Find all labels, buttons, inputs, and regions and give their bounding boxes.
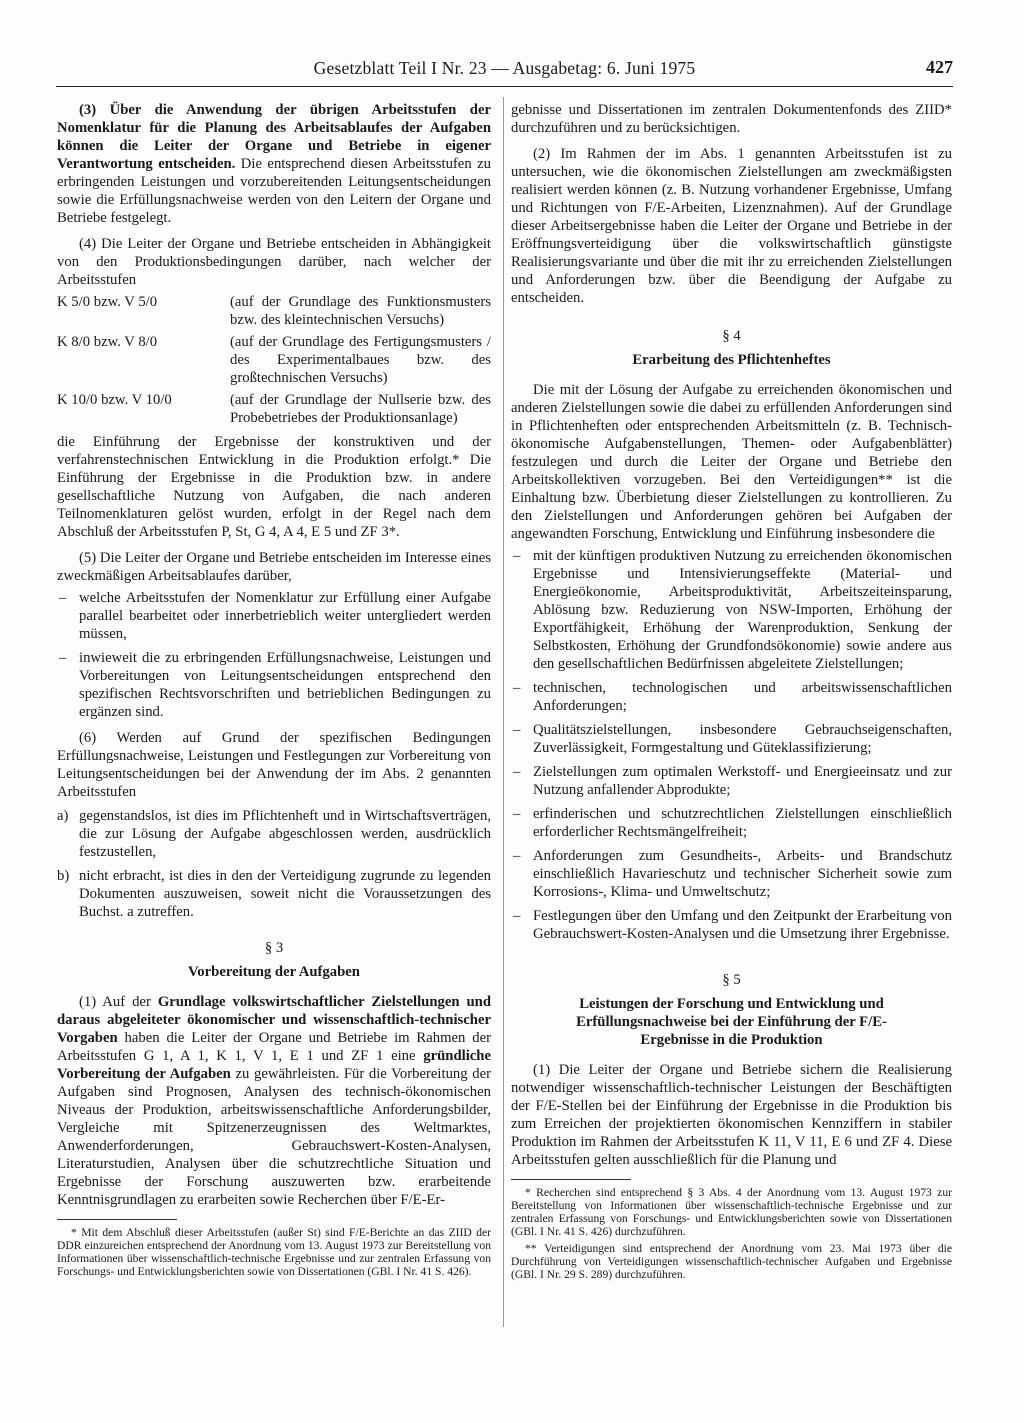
paragraph-3	[57, 101, 491, 227]
list-item: – inwieweit die zu erbringenden Erfüllungsnachweise, Leistungen und Vorbereitungen von Leitungsentscheidungen entsprechend den spezifischen Rechtsvorschriften und betrieblichen Bedingungen zu ergänzen sind.	[59, 650, 491, 720]
list-item: – erfinderischen und schutzrechtlichen Zielstellungen einschließlich erforderlicher Rechtsmängelfreiheit;	[513, 806, 952, 840]
page-number: 427	[926, 57, 953, 77]
paragraph-5-list	[57, 589, 491, 721]
section-4-list	[511, 547, 952, 943]
section-3-paragraph-1: (1) Auf der Grundlage volkswirtschaftlicher Zielstellungen und daraus abgeleiteter ökonomischer und wissenschaftlich-technischer Vorgaben haben die Leiter der Organe und Betriebe im Rahmen der Arbeitsstufen G 1, A 1, K 1, V 1, E 1 und ZF 1 eine gründliche Vorbereitung der Aufgaben zu gewährleisten. Für die Vorbereitung der Aufgaben sind Prognosen, Analysen des technisch-ökonomischen Niveaus der Produktion, arbeitswissenschaftliche Anforderungsbilder, Vergleiche mit Spitzenerzeugnissen des Weltmarktes, Anwenderforderungen, Gebrauchswert-Kosten-Analysen, Literaturstudien, Analysen über die schutzrechtliche Situation und Ergebnisse der Forschung auszuwerten bzw. erarbeitende Kenntnisgrundlagen zu erarbeiten sowie Recherchen über F/E-Er-	[57, 994, 491, 1208]
paragraph-3-rest: Die entsprechend diesen Arbeitsstufen zu erbringenden Leistungen und vorzubereitenden Leitungsentscheidungen sowie die Erfüllungsnachweise werden von den Leitern der Organe und Betriebe festgelegt.	[57, 156, 491, 226]
footnote: ** Verteidigungen sind entsprechend der Anordnung vom 23. Mai 1973 über die Durchführung von Verteidigungen wissenschaftlich-technischer Aufgaben und Ergebnisse (GBl. I Nr. 29 S. 289) durchzuführen.	[511, 1242, 952, 1281]
list-item: – Anforderungen zum Gesundheits-, Arbeits- und Brandschutz einschließlich Havarieschutz und technischer Sicherheit sowie zum Korrosions-, Klima- und Umweltschutz;	[513, 848, 952, 900]
stage-code: K 5/0 bzw. V 5/0	[57, 294, 158, 310]
footnote-rule	[57, 1219, 177, 1220]
stage-code: K 8/0 bzw. V 8/0	[57, 334, 158, 350]
list-item: – Zielstellungen zum optimalen Werkstoff- und Energieeinsatz und zur Nutzung anfallender Abprodukte;	[513, 764, 952, 798]
section-5-title: Leistungen der Forschung und Entwicklung und Erfüllungsnachweise bei der Einführung der F/E-Ergebnisse in die Produktion	[576, 996, 887, 1048]
list-item: – welche Arbeitsstufen der Nomenklatur zur Erfüllung einer Aufgabe parallel bearbeitet oder innerbetrieblich weiter untergliedert werden müssen,	[59, 590, 491, 642]
list-item: – Festlegungen über den Umfang und den Zeitpunkt der Erarbeitung von Gebrauchswert-Kosten-Analysen und die Umsetzung ihrer Ergebnisse.	[513, 908, 952, 942]
paragraph-6-list	[57, 807, 491, 921]
list-item: – Qualitätszielstellungen, insbesondere Gebrauchseigenschaften, Zuverlässigkeit, Formgestaltung und Güteklassifizierung;	[513, 722, 952, 756]
continuation-paragraph: gebnisse und Dissertationen im zentralen Dokumentenfonds des ZIID* durchzuführen und zu berücksichtigen.	[511, 102, 952, 136]
list-item: b) nicht erbracht, ist dies in den der Verteidigung zugrunde zu legenden Dokumenten auszuweisen, soweit nicht die Voraussetzungen des Buchst. a zutreffen.	[57, 868, 491, 920]
paragraph-2: (2) Im Rahmen der im Abs. 1 genannten Arbeitsstufen ist zu untersuchen, wie die ökonomischen Zielstellungen am zweckmäßigsten realisiert werden können (z. B. Nutzung vorhandener Ergebnisse, Umfang und Richtungen von F/E-Arbeiten, Lizenznahmen). Auf der Grundlage dieser Arbeitsergebnisse haben die Leiter der Organe und Betriebe in der Eröffnungsverteidigung über die volkswirtschaftlich günstigste Realisierungsvariante und über die mit ihr zu erreichenden Zielstellungen und Anforderungen bzw. über die Beendigung der Aufgabe zu entscheiden.	[511, 146, 952, 306]
footnote: * Mit dem Abschluß dieser Arbeitsstufen (außer St) sind F/E-Berichte an das ZIID der DDR einzureichen entsprechend der Anordnung vom 13. August 1973 zur Bereitstellung von Informationen über wissenschaftlich-technische Ergebnisse und zur zentralen Erfassung von Forschungs- und Entwicklungsberichten sowie von Dissertationen (GBl. I Nr. 41 S. 426).	[57, 1226, 491, 1278]
section-4-title: Erarbeitung des Pflichtenheftes	[632, 352, 831, 368]
stage-row	[57, 293, 491, 329]
column-divider	[503, 97, 504, 1327]
paragraph-4: (4) Die Leiter der Organe und Betriebe entscheiden in Abhängigkeit von den Produktionsbedingungen darüber, nach welcher der Arbeitsstufen	[57, 236, 491, 288]
list-item: – technischen, technologischen und arbeitswissenschaftlichen Anforderungen;	[513, 680, 952, 714]
stage-list	[57, 293, 491, 427]
list-item: – mit der künftigen produktiven Nutzung zu erreichenden ökonomischen Ergebnisse und Intensivierungseffekte (Material- und Energieökonomie, Arbeitsproduktivität, Arbeitszeiteinsparung, Ablösung bzw. Reduzierung von NSW-Importen, Erhöhung der Exportfähigkeit, Erhöhung der Warenproduktion, Senkung der Selbstkosten, Erhöhung der Grundfondsökonomie) sowie andere aus den gesellschaftlichen Bedürfnissen abgeleitete Zielstellungen;	[513, 548, 952, 672]
section-3-number: § 3	[264, 940, 284, 956]
page-header	[56, 58, 953, 87]
footnote: * Recherchen sind entsprechend § 3 Abs. 4 der Anordnung vom 13. August 1973 zur Bereitstellung von Informationen über wissenschaftlich-technische Ergebnisse und zur zentralen Erfassung von Forschungs- und Entwicklungsberichten sowie von Dissertationen (GBl. I Nr. 41 S. 426) durchzuführen.	[511, 1186, 952, 1238]
stage-description: (auf der Grundlage des Funktionsmusters bzw. des kleintechnischen Versuchs)	[230, 294, 491, 328]
section-4-paragraph: Die mit der Lösung der Aufgabe zu erreichenden ökonomischen und anderen Zielstellungen sowie die dabei zu erfüllenden Anforderungen sind in Pflichtenheften oder entsprechenden Arbeitsmitteln (z. B. Technisch-ökonomische Aufgabenstellungen, Themen- oder Aufgabenblätter) festzulegen und durch die Leiter der Organe und Betriebe den Arbeitskollektiven vorzugeben. Bei den Verteidigungen** ist die Einhaltung bzw. Überbietung dieser Zielstellungen zu kontrollieren. Zu den Zielstellungen und Anforderungen gehören bei Aufgaben der angewandten Forschung, Entwicklung und Einführung insbesondere die	[511, 382, 952, 542]
paragraph-4-continuation: die Einführung der Ergebnisse der konstruktiven und der verfahrenstechnischen Entwicklung in die Produktion erfolgt.* Die Einführung der Ergebnisse in die Produktion bzw. in andere gesellschaftliche Nutzung von Aufgaben, die nach anderen Teilnomenklaturen gelöst wurden, erfolgt in der Regel nach dem Abschluß der Arbeitsstufen P, St, G 4, A 4, E 5 und ZF 3*.	[57, 434, 491, 540]
stage-description: (auf der Grundlage des Fertigungsmusters / des Experimentalbaues bzw. des großtechnischen Versuchs)	[230, 334, 491, 386]
section-5-paragraph-1: (1) Die Leiter der Organe und Betriebe sichern die Realisierung notwendiger wissenschaftlich-technischer Leistungen der Beschäftigten der F/E-Stellen bei der Einführung der Ergebnisse in die Produktion bis zum Erreichen der projektierten ökonomischen Kennziffern in stabiler Produktion im Rahmen der Arbeitsstufen K 11, V 11, E 6 und ZF 4. Diese Arbeitsstufen gelten ausschließlich für die Planung und	[511, 1062, 952, 1168]
paragraph-5: (5) Die Leiter der Organe und Betriebe entscheiden im Interesse eines zweckmäßigen Arbeitsablaufes darüber,	[57, 550, 491, 584]
list-item: a) gegenstandslos, ist dies im Pflichtenheft und in Wirtschaftsverträgen, die zur Lösung der Aufgabe abgeschlossen werden, ausdrücklich festzustellen,	[57, 808, 491, 860]
section-5-number: § 5	[722, 972, 741, 988]
stage-row	[57, 391, 491, 427]
stage-code: K 10/0 bzw. V 10/0	[57, 392, 172, 408]
footnote-rule	[511, 1179, 631, 1180]
paragraph-6: (6) Werden auf Grund der spezifischen Bedingungen Erfüllungsnachweise, Leistungen und Festlegungen zur Vorbereitung von Leitungsentscheidungen bei der Anwendung der im Abs. 2 genannten Arbeitsstufen	[57, 730, 491, 800]
section-3-title: Vorbereitung der Aufgaben	[188, 964, 360, 980]
gazette-title: Gesetzblatt Teil I Nr. 23 — Ausgabetag: 6. Juni 1975	[313, 58, 696, 78]
right-column	[511, 101, 952, 1285]
left-column	[57, 101, 491, 1282]
paragraph-3-bold: (3) Über die Anwendung der übrigen Arbeitsstufen der Nomenklatur für die Planung des Arbeitsablaufes der Aufgaben können die Leiter der Organe und Betriebe in eigener Verantwortung entscheiden.	[57, 102, 491, 172]
section-4-number: § 4	[722, 328, 741, 344]
stage-description: (auf der Grundlage der Nullserie bzw. des Probebetriebes der Produktionsanlage)	[230, 392, 491, 426]
stage-row	[57, 333, 491, 387]
